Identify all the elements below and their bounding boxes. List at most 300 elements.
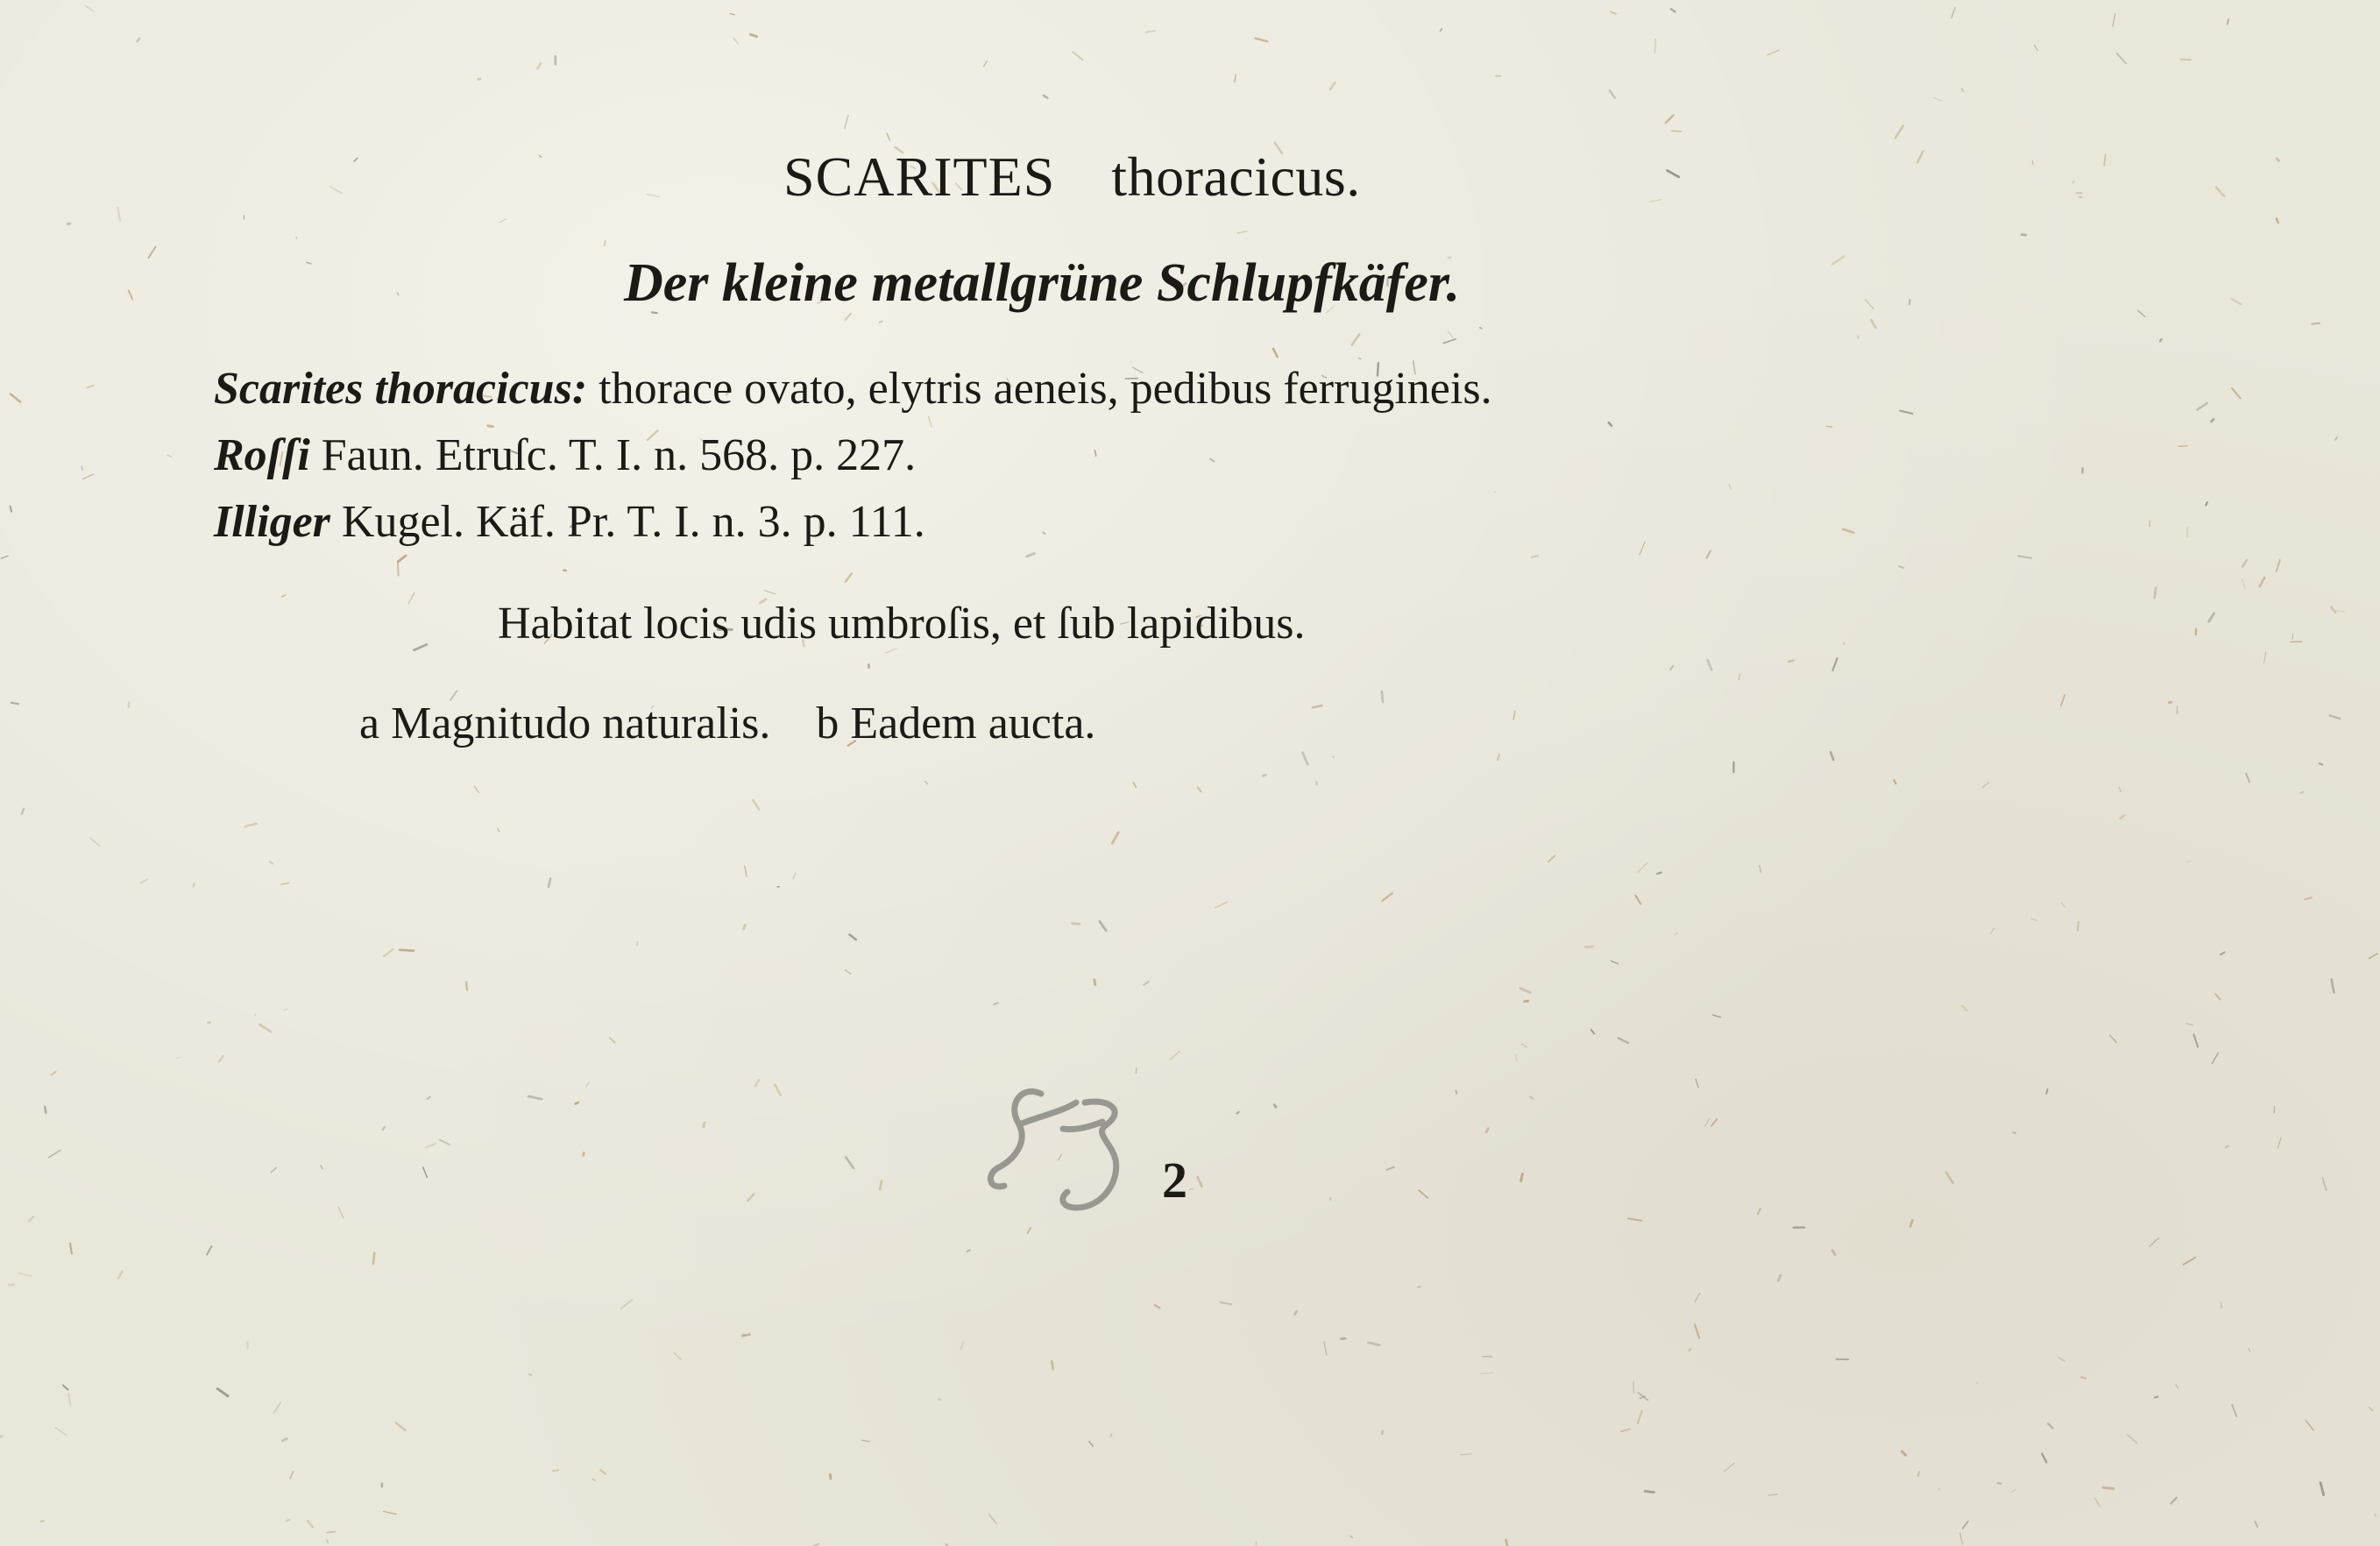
paper-fleck xyxy=(1708,660,1712,670)
paper-fleck xyxy=(2013,1132,2015,1133)
paper-fleck xyxy=(2221,953,2224,955)
paper-fleck xyxy=(748,1195,754,1201)
paper-fleck xyxy=(1521,1174,1523,1181)
paper-fleck xyxy=(117,208,120,221)
paper-fleck xyxy=(1,556,8,558)
paper-fleck xyxy=(621,1300,632,1308)
reference-text: Faun. Etruſc. T. I. n. 568. p. 227. xyxy=(321,430,917,480)
paper-fleck xyxy=(967,1250,971,1252)
paper-fleck xyxy=(2322,1178,2327,1190)
paper-fleck xyxy=(1520,989,1531,993)
paper-fleck xyxy=(845,115,848,128)
paper-fleck xyxy=(1210,459,1214,462)
paper-fleck xyxy=(1779,1275,1781,1280)
paper-fleck xyxy=(2312,323,2320,324)
paper-fleck xyxy=(1645,1492,1654,1493)
paper-fleck xyxy=(2034,45,2037,50)
figure-legend xyxy=(359,701,1095,747)
paper-fleck xyxy=(2127,1435,2136,1443)
paper-fleck xyxy=(290,1472,294,1479)
paper-fleck xyxy=(440,1140,450,1145)
paper-fleck xyxy=(1843,529,1853,533)
paper-fleck xyxy=(400,950,414,951)
paper-fleck xyxy=(1758,1209,1760,1214)
paper-fleck xyxy=(1256,39,1268,42)
paper-fleck xyxy=(327,1532,335,1533)
paper-fleck xyxy=(1198,787,1201,791)
paper-fleck xyxy=(846,314,851,320)
paper-fleck xyxy=(281,883,289,884)
paper-fleck xyxy=(1256,1542,1257,1546)
paper-fleck xyxy=(1486,1129,1488,1132)
reference-text: thorace ovato, elytris aeneis, pedibus ferrugineis. xyxy=(599,364,1492,414)
paper-fleck xyxy=(398,293,399,294)
paper-fleck xyxy=(1263,775,1265,776)
paper-fleck xyxy=(1302,753,1307,765)
paper-fleck xyxy=(1419,1190,1427,1198)
paper-fleck xyxy=(1136,1068,1137,1074)
paper-fleck xyxy=(1899,566,1903,568)
paper-fleck xyxy=(2095,1499,2100,1507)
paper-fleck xyxy=(2332,980,2334,993)
paper-fleck xyxy=(474,786,478,792)
figure-b-caption: b Eadem aucta. xyxy=(816,699,1096,748)
paper-fleck xyxy=(1831,752,1833,760)
paper-fleck xyxy=(1638,862,1647,872)
paper-fleck xyxy=(1654,39,1655,53)
paper-fleck xyxy=(1027,554,1035,557)
paper-fleck xyxy=(2305,897,2311,899)
paper-fleck xyxy=(2176,1384,2178,1388)
paper-fleck xyxy=(2155,1397,2158,1398)
paper-fleck xyxy=(118,1272,123,1279)
paper-fleck xyxy=(384,949,393,956)
paper-fleck xyxy=(1522,1044,1526,1047)
paper-fleck xyxy=(2058,1358,2065,1361)
paper-fleck xyxy=(1628,1218,1642,1221)
paper-fleck xyxy=(0,1436,2,1440)
paper-fleck xyxy=(2320,763,2323,764)
paper-fleck xyxy=(750,34,756,36)
paper-fleck xyxy=(466,982,467,990)
paper-fleck xyxy=(321,1166,322,1169)
paper-fleck xyxy=(2187,528,2188,536)
paper-fleck xyxy=(1657,873,1661,875)
paper-fleck xyxy=(575,1103,578,1104)
paper-fleck xyxy=(1707,551,1711,558)
paper-fleck xyxy=(2081,1377,2086,1378)
paper-fleck xyxy=(2209,613,2214,621)
paper-fleck xyxy=(2117,53,2127,64)
paper-fleck xyxy=(1044,96,1047,98)
paper-fleck xyxy=(327,1541,328,1543)
paper-fleck xyxy=(1900,411,1912,414)
paper-fleck xyxy=(2330,715,2341,719)
paper-fleck xyxy=(2215,994,2221,999)
paper-fleck xyxy=(1506,1540,1509,1546)
paper-fleck xyxy=(270,862,273,863)
paper-fleck xyxy=(2264,652,2266,663)
paper-fleck xyxy=(1221,1302,1231,1304)
paper-fleck xyxy=(775,1085,781,1096)
paper-fleck xyxy=(885,649,896,654)
reference-line-diagnosis xyxy=(214,366,1492,412)
paper-fleck xyxy=(22,809,24,814)
paper-fleck xyxy=(2104,154,2106,166)
paper-fleck xyxy=(167,455,171,457)
paper-fleck xyxy=(880,1181,882,1189)
paper-fleck xyxy=(1094,980,1095,985)
paper-fleck xyxy=(1671,9,1675,11)
paper-fleck xyxy=(1237,1112,1239,1114)
paper-fleck xyxy=(2212,1053,2218,1064)
paper-fleck xyxy=(1513,711,1515,720)
paper-fleck xyxy=(2121,815,2125,819)
reference-line-rossi xyxy=(214,430,917,480)
paper-fleck xyxy=(488,426,493,427)
habitat-line: Habitat locis udis umbroſis, et ſub lapidibus. xyxy=(498,599,1306,649)
paper-fleck xyxy=(1666,116,1674,124)
paper-fleck xyxy=(1313,706,1321,707)
paper-fleck xyxy=(2232,1405,2236,1416)
paper-fleck xyxy=(538,63,541,68)
paper-fleck xyxy=(1960,1533,1963,1544)
paper-fleck xyxy=(1962,89,1964,91)
paper-fleck xyxy=(11,703,18,704)
paper-fleck xyxy=(271,1167,276,1172)
pencil-signature-icon xyxy=(980,1076,1137,1225)
paper-fleck xyxy=(1382,691,1383,702)
reference-author: Roſſi xyxy=(214,430,310,480)
paper-fleck xyxy=(498,828,499,831)
paper-fleck xyxy=(1675,933,1677,935)
paper-fleck xyxy=(219,1056,223,1061)
paper-fleck xyxy=(2369,1408,2373,1411)
paper-fleck xyxy=(1951,8,1955,18)
paper-fleck xyxy=(1449,331,1453,337)
paper-fleck xyxy=(49,1151,60,1158)
paper-fleck xyxy=(260,1025,272,1032)
paper-fleck xyxy=(553,1471,559,1472)
paper-fleck xyxy=(2242,560,2247,567)
paper-fleck xyxy=(1689,1349,1691,1351)
paper-fleck xyxy=(1695,1324,1699,1337)
paper-fleck xyxy=(274,1402,281,1413)
paper-fleck xyxy=(1382,893,1392,900)
paper-fleck xyxy=(2042,1454,2046,1463)
paper-fleck xyxy=(2216,188,2224,196)
paper-fleck xyxy=(307,262,311,263)
paper-fleck xyxy=(755,1080,759,1086)
paper-fleck xyxy=(529,1374,531,1375)
paper-fleck xyxy=(1333,756,1334,758)
paper-fleck xyxy=(396,1423,406,1431)
paper-fleck xyxy=(1330,82,1335,89)
paper-fleck xyxy=(2072,181,2074,183)
paper-fleck xyxy=(2046,1089,2047,1094)
paper-fleck xyxy=(2249,1348,2250,1352)
paper-fleck xyxy=(2260,578,2265,587)
paper-fleck xyxy=(1358,358,1361,359)
paper-fleck xyxy=(2369,954,2377,959)
paper-fleck xyxy=(86,6,94,11)
paper-fleck xyxy=(398,563,399,576)
paper-fleck xyxy=(68,1394,70,1405)
paper-fleck xyxy=(1934,97,1943,101)
paper-fleck xyxy=(141,880,147,883)
paper-fleck xyxy=(338,1207,344,1218)
paper-fleck xyxy=(1609,422,1611,425)
paper-fleck xyxy=(1696,1079,1698,1087)
paper-fleck xyxy=(70,1244,72,1254)
paper-fleck xyxy=(1832,1251,1835,1255)
paper-fleck xyxy=(1668,171,1679,177)
paper-fleck xyxy=(282,1439,287,1442)
paper-fleck xyxy=(753,800,759,810)
page-title xyxy=(783,145,1361,208)
paper-fleck xyxy=(1072,924,1080,925)
paper-fleck xyxy=(2184,1258,2195,1265)
paper-fleck xyxy=(2171,1498,2177,1504)
paper-fleck xyxy=(1382,1431,1383,1434)
paper-fleck xyxy=(1190,1189,1194,1190)
paper-fleck xyxy=(1134,783,1137,788)
paper-fleck xyxy=(793,873,796,879)
paper-fleck xyxy=(1100,922,1106,931)
paper-fleck xyxy=(1498,755,1499,760)
paper-fleck xyxy=(1990,928,1994,933)
paper-fleck xyxy=(194,883,195,887)
paper-fleck xyxy=(764,591,776,594)
paper-fleck xyxy=(1352,335,1360,345)
paper-fleck xyxy=(2138,310,2145,316)
paper-fleck xyxy=(2277,560,2280,571)
paper-fleck xyxy=(1998,1483,2001,1484)
paper-fleck xyxy=(373,1253,374,1264)
paper-fleck xyxy=(1610,90,1615,97)
paper-fleck xyxy=(2306,1421,2313,1430)
paper-fleck xyxy=(414,644,427,649)
paper-fleck xyxy=(1369,1343,1380,1345)
paper-fleck xyxy=(55,1428,67,1436)
paper-fleck xyxy=(1611,961,1618,963)
paper-fleck xyxy=(2012,1489,2016,1493)
paper-fleck xyxy=(330,187,342,194)
paper-fleck xyxy=(2277,219,2278,223)
paper-fleck xyxy=(1832,257,1844,265)
paper-fleck xyxy=(1170,1051,1179,1060)
paper-fleck xyxy=(1274,1105,1276,1107)
paper-fleck xyxy=(1910,1220,1912,1226)
paper-fleck xyxy=(1144,982,1149,985)
paper-fleck xyxy=(1895,126,1903,138)
paper-fleck xyxy=(284,1009,287,1011)
paper-fleck xyxy=(2255,1521,2257,1527)
paper-fleck xyxy=(1155,1305,1160,1308)
paper-fleck xyxy=(2226,1146,2228,1148)
paper-fleck xyxy=(984,61,988,67)
paper-fleck xyxy=(287,1520,289,1521)
paper-fleck xyxy=(245,824,257,826)
paper-fleck xyxy=(1441,29,1442,31)
paper-fleck xyxy=(1909,300,1910,304)
paper-fleck xyxy=(2103,1487,2114,1488)
paper-fleck xyxy=(610,1038,615,1042)
paper-fleck xyxy=(1273,349,1278,357)
paper-fleck xyxy=(1902,1451,1905,1455)
paper-fleck xyxy=(255,1014,256,1017)
paper-fleck xyxy=(549,878,550,887)
paper-fleck xyxy=(1695,1294,1699,1302)
paper-fleck xyxy=(1789,661,1794,662)
paper-fleck xyxy=(1112,833,1118,844)
paper-fleck xyxy=(29,1216,33,1221)
paper-fleck xyxy=(2375,1514,2376,1516)
paper-fleck xyxy=(384,1512,396,1514)
paper-fleck xyxy=(1145,31,1155,32)
paper-fleck xyxy=(1729,485,1731,489)
paper-fleck xyxy=(1516,1055,1517,1061)
paper-fleck xyxy=(2246,774,2249,782)
paper-fleck xyxy=(2232,299,2242,304)
paper-fleck xyxy=(1456,1090,1457,1094)
paper-fleck xyxy=(846,573,852,581)
title-genus: SCARITES xyxy=(783,145,1056,208)
paper-fleck xyxy=(1460,1454,1471,1455)
paper-fleck xyxy=(87,386,94,388)
paper-fleck xyxy=(2194,1034,2199,1046)
paper-fleck xyxy=(2061,695,2065,706)
paper-fleck xyxy=(1235,74,1236,82)
reference-author: Scarites thoracicus: xyxy=(214,364,588,414)
paper-fleck xyxy=(83,474,94,479)
paper-fleck xyxy=(2300,792,2303,794)
paper-fleck xyxy=(1548,856,1555,862)
paper-fleck xyxy=(1866,300,1874,308)
paper-fleck xyxy=(1983,783,1989,787)
paper-fleck xyxy=(1591,1030,1595,1034)
paper-fleck xyxy=(217,1389,228,1396)
paper-fleck xyxy=(2206,502,2207,506)
paper-fleck xyxy=(744,925,746,929)
paper-fleck xyxy=(1670,666,1673,670)
paper-fleck xyxy=(408,593,414,604)
paper-fleck xyxy=(1295,1311,1297,1315)
paper-fleck xyxy=(89,838,100,847)
paper-fleck xyxy=(1324,1342,1327,1355)
paper-fleck xyxy=(1767,50,1779,55)
reference-line-illiger xyxy=(214,497,925,547)
paper-fleck xyxy=(1768,1494,1777,1495)
paper-fleck xyxy=(2292,634,2293,639)
paper-fleck xyxy=(2335,437,2337,440)
paper-fleck xyxy=(1532,556,1539,557)
paper-fleck xyxy=(2186,1024,2192,1025)
paper-fleck xyxy=(1826,426,1831,427)
paper-fleck xyxy=(176,1057,180,1058)
paper-fleck xyxy=(281,595,286,597)
paper-fleck xyxy=(1480,328,1482,329)
paper-fleck xyxy=(1237,231,1247,233)
page-subtitle: Der kleine metallgrüne Schlupfkäfer. xyxy=(624,253,1461,313)
paper-fleck xyxy=(1028,1228,1031,1233)
paper-fleck xyxy=(308,1521,313,1527)
paper-fleck xyxy=(427,1144,436,1147)
paper-fleck xyxy=(2232,388,2241,399)
paper-fleck xyxy=(1724,1463,1734,1472)
paper-fleck xyxy=(2150,1238,2158,1247)
paper-fleck xyxy=(1872,320,1876,327)
paper-fleck xyxy=(846,1157,854,1168)
reference-author: Illiger xyxy=(214,497,330,547)
paper-fleck xyxy=(1525,1001,1528,1002)
paper-fleck xyxy=(1833,658,1838,670)
paper-fleck xyxy=(846,970,851,975)
paper-fleck xyxy=(2032,918,2037,920)
paper-fleck xyxy=(1640,542,1645,555)
reference-text: Kugel. Käf. Pr. T. I. n. 3. p. 111. xyxy=(341,497,925,547)
paper-fleck xyxy=(730,14,734,15)
paper-fleck xyxy=(1095,450,1096,456)
paper-fleck xyxy=(586,1082,590,1087)
paper-fleck xyxy=(1894,780,1895,784)
paper-fleck xyxy=(1963,1521,1968,1528)
paper-fleck xyxy=(2155,587,2157,598)
paper-fleck xyxy=(2119,787,2121,791)
paper-fleck xyxy=(1918,1472,1920,1476)
paper-fleck xyxy=(129,290,132,299)
title-species: thoracicus. xyxy=(1111,145,1361,208)
paper-fleck xyxy=(9,1285,14,1286)
paper-fleck xyxy=(2061,903,2065,907)
paper-fleck xyxy=(1939,1488,1941,1490)
paper-fleck xyxy=(1639,1393,1648,1400)
paper-fleck xyxy=(704,1123,705,1127)
paper-fleck xyxy=(428,1097,430,1099)
paper-fleck xyxy=(1350,1536,1353,1538)
paper-fleck xyxy=(2221,1302,2222,1308)
paper-fleck xyxy=(2018,556,2031,558)
paper-fleck xyxy=(1089,1442,1093,1446)
paper-fleck xyxy=(733,38,738,43)
paper-fleck xyxy=(1917,152,1923,163)
paper-fleck xyxy=(1963,1006,1967,1011)
paper-fleck xyxy=(2320,1483,2324,1495)
paper-fleck xyxy=(19,1273,32,1277)
paper-fleck xyxy=(2242,579,2246,588)
paper-fleck xyxy=(1712,1015,1720,1018)
paper-fleck xyxy=(2160,339,2161,341)
paper-fleck xyxy=(1611,11,1616,14)
paper-fleck xyxy=(207,1246,212,1255)
paper-fleck xyxy=(2032,161,2033,165)
paper-fleck xyxy=(2113,13,2115,26)
paper-fleck xyxy=(1530,1096,1534,1099)
paper-fleck xyxy=(1705,1118,1710,1126)
paper-fleck xyxy=(1638,1411,1642,1423)
paper-fleck xyxy=(398,556,406,562)
paper-fleck xyxy=(354,158,358,161)
paper-fleck xyxy=(2277,159,2278,160)
paper-fleck xyxy=(1043,532,1045,534)
paper-fleck xyxy=(129,703,130,708)
paper-fleck xyxy=(423,1167,428,1178)
paper-fleck xyxy=(1443,339,1456,344)
paper-fleck xyxy=(1711,1119,1717,1126)
paper-fleck xyxy=(1386,1167,1394,1170)
paper-fleck xyxy=(11,394,20,402)
paper-fleck xyxy=(2212,420,2214,422)
